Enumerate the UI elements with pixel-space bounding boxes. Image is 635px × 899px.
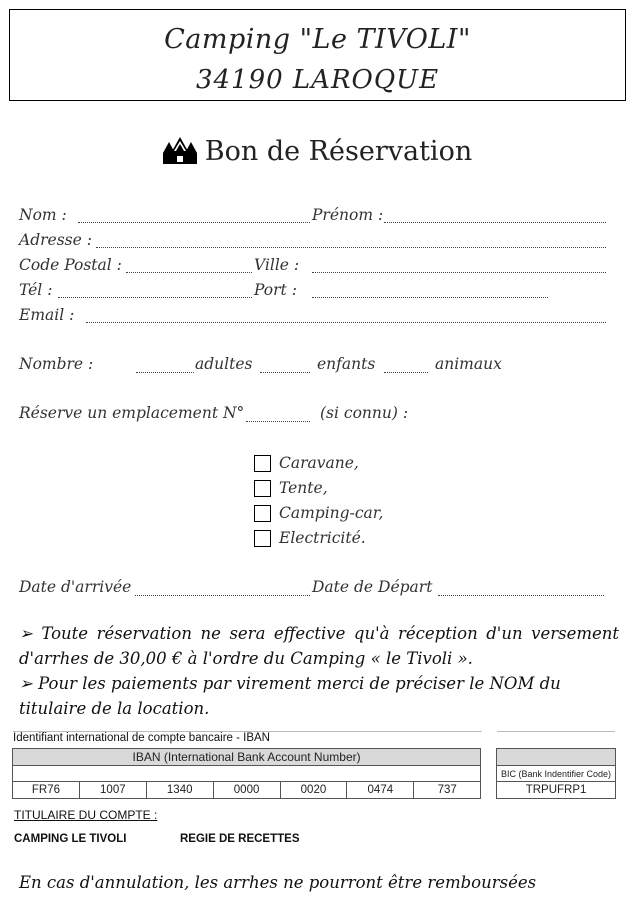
iban-cell: 1340 [146,782,213,799]
iban-spacer-row [13,766,481,782]
port-field[interactable] [312,297,548,298]
titulaire-sub: REGIE DE RECETTES [180,833,300,845]
electricite-label: Electricité. [279,529,366,547]
tente-label: Tente, [279,479,328,497]
enfants-label: enfants [317,355,376,373]
adresse-label: Adresse : [19,231,92,249]
email-label: Email : [19,306,75,324]
iban-cell: FR76 [13,782,80,799]
nombre-label: Nombre : [19,355,94,373]
iban-caption: Identifiant international de compte bancaire - IBAN [13,732,270,744]
nom-label: Nom : [19,206,67,224]
note-1 [19,621,619,671]
footer-note: En cas d'annulation, les arrhes ne pourront être remboursées [19,873,537,892]
date-arrivee-field[interactable] [135,595,310,596]
si-connu-label: (si connu) : [320,404,409,422]
iban-header: IBAN (International Bank Account Number) [13,749,481,766]
tente-checkbox[interactable] [254,480,271,497]
note-2 [19,671,619,721]
bic-value: TRPUFRP1 [497,782,616,799]
iban-cell: 1007 [79,782,146,799]
code-postal-label: Code Postal : [19,256,122,274]
electricite-checkbox[interactable] [254,530,271,547]
ville-field[interactable] [312,272,606,273]
iban-cell: 0474 [347,782,414,799]
iban-cell: 737 [414,782,481,799]
email-field[interactable] [86,322,606,323]
animaux-label: animaux [435,355,502,373]
tent-tree-icon [163,136,197,171]
title-text: Bon de Réservation [204,136,473,167]
bic-header: BIC (Bank Indentifier Code) [497,766,616,782]
arrow-bullet-icon: ➢ [19,674,33,693]
nom-field[interactable] [78,222,310,223]
header-box [9,9,626,101]
date-depart-label: Date de Départ [312,578,433,596]
tel-field[interactable] [58,297,252,298]
caravane-checkbox[interactable] [254,455,271,472]
ville-label: Ville : [254,256,300,274]
arrow-bullet-icon: ➢ [19,624,33,643]
camping-car-checkbox[interactable] [254,505,271,522]
adresse-field[interactable] [96,247,606,248]
titulaire-label: TITULAIRE DU COMPTE : [14,808,158,822]
code-postal-field[interactable] [126,272,252,273]
iban-cell: 0020 [280,782,347,799]
caravane-label: Caravane, [279,454,359,472]
iban-table [12,748,616,799]
adultes-label: adultes [195,355,253,373]
iban-cell: 0000 [213,782,280,799]
camping-address: 34190 LAROQUE [195,65,440,95]
note-2-text: Pour les paiements par virement merci de préciser le NOM du titulaire de la location. [19,674,561,718]
page-title [0,136,635,171]
note-1-text: Toute réservation ne sera effective qu'à réception d'un versement d'arrhes de 30,00 € à l'ordre du Camping « le Tivoli ». [19,624,619,668]
adultes-field[interactable] [136,372,194,373]
tel-label: Tél : [19,281,53,299]
emplacement-field[interactable] [246,421,310,422]
camping-car-label: Camping-car, [279,504,384,522]
prenom-label: Prénom : [312,206,384,224]
bic-caption-rule [497,731,615,732]
titulaire-name: CAMPING LE TIVOLI [14,833,127,845]
prenom-field[interactable] [384,222,606,223]
camping-name: Camping "Le TIVOLI" [164,24,471,55]
enfants-field[interactable] [260,372,310,373]
bic-header-blank [497,749,616,766]
port-label: Port : [254,281,297,299]
date-depart-field[interactable] [438,595,604,596]
emplacement-label: Réserve un emplacement N° [19,404,245,422]
animaux-field[interactable] [384,372,428,373]
date-arrivee-label: Date d'arrivée [19,578,132,596]
